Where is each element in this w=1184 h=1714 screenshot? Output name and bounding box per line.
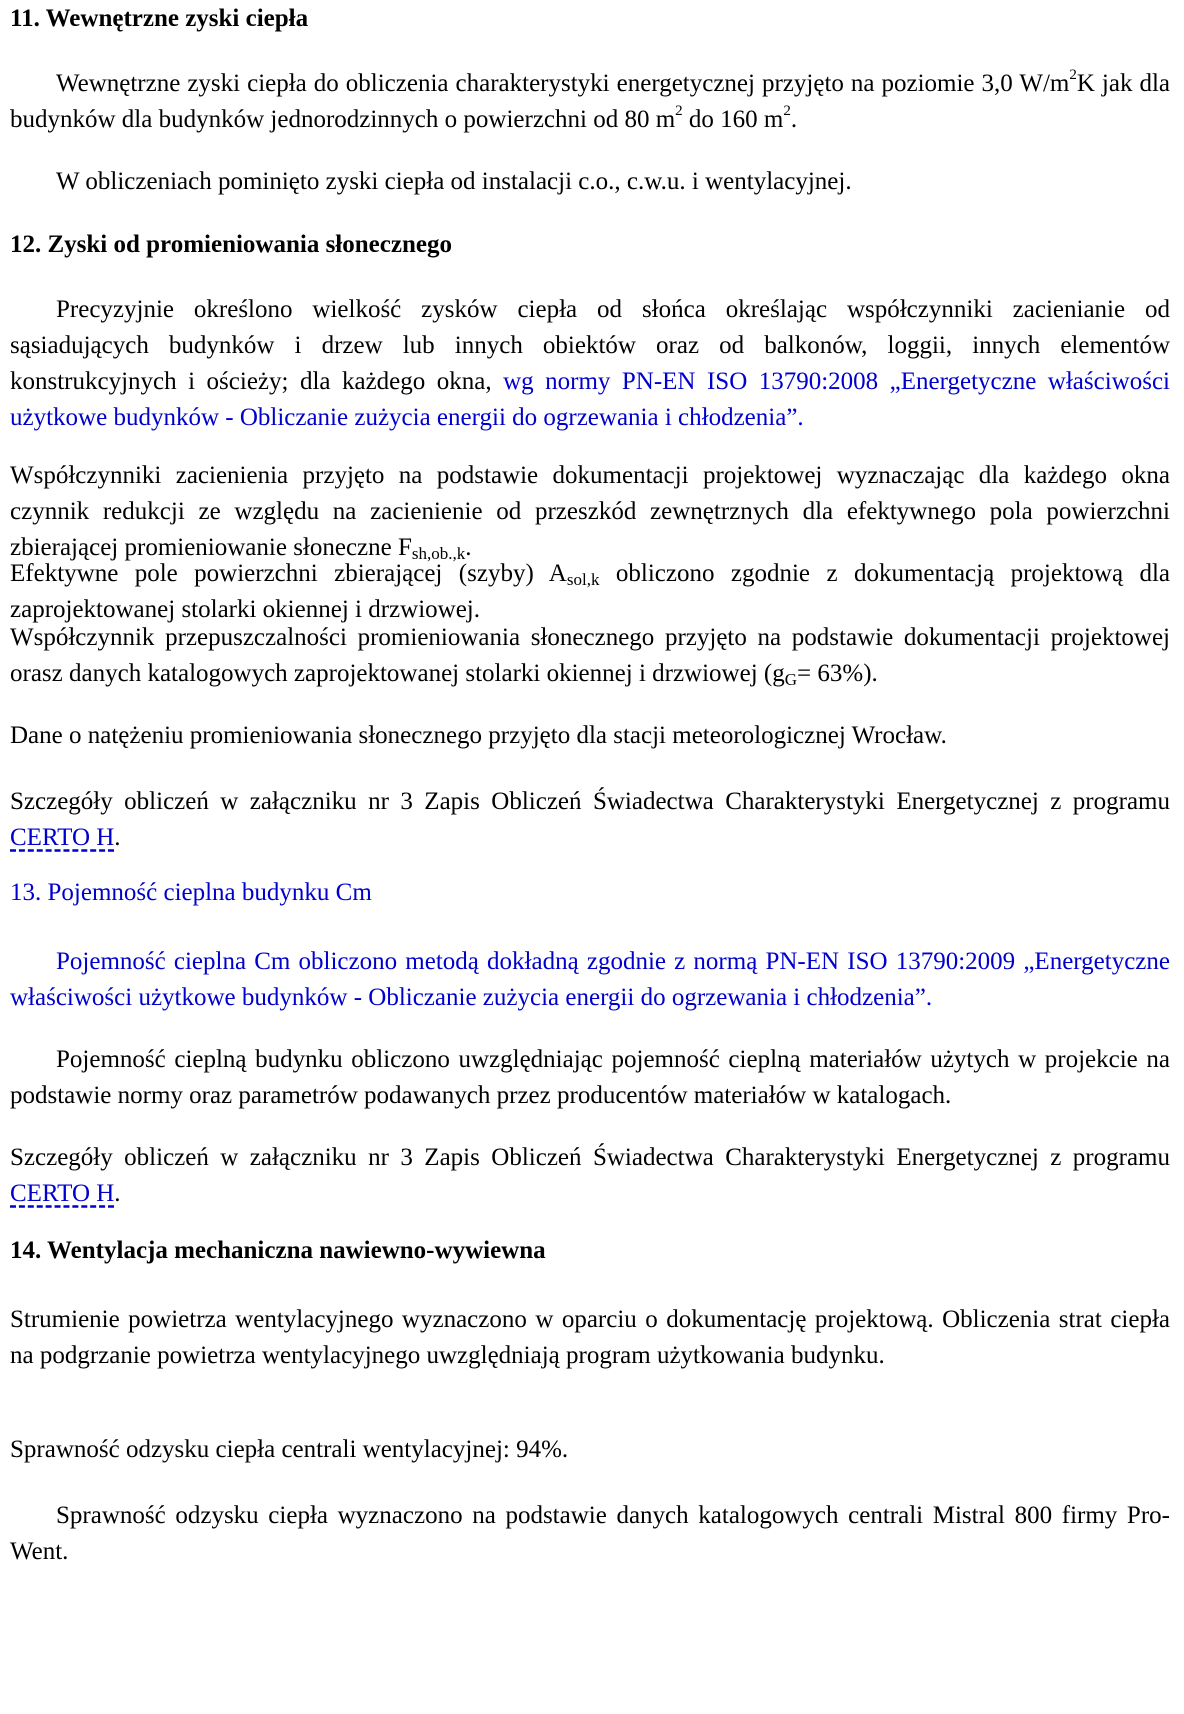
superscript: 2 [783,103,791,119]
section-12-paragraph-4 [10,620,1170,692]
section-12-title: 12. Zyski od promieniowania słonecznego [10,231,452,258]
text-run: Współczynniki zacienienia przyjęto na podstawie dokumentacji projektowej wyznaczając dla każdego okna czynnik redukcji ze względu na zacienienie od przeszkód zewnętrznych dla efektywnego pola powierzchni zbierającej promieniowanie słoneczne F [10,462,1170,561]
section-11-title: 11. Wewnętrzne zyski ciepła [10,5,309,32]
certo-h-link[interactable]: CERTO H [10,1180,115,1207]
text-run: do 160 m [682,106,784,133]
text-run: . [114,1180,121,1207]
section-12-paragraph-6 [10,784,1170,856]
section-14-paragraph-1: Strumienie powietrza wentylacyjnego wyznaczono w oparciu o dokumentację projektową. Obliczenia strat ciepła na podgrzanie powietrza wentylacyjnego uwzględniają program użytkowania budynku. [10,1306,1170,1369]
section-14-paragraph-2: Sprawność odzysku ciepła centrali wentylacyjnej: 94%. [10,1436,569,1463]
section-13-paragraph-3 [10,1140,1170,1212]
text-run: . [790,106,798,133]
text-run: . [465,534,472,561]
text-run: Szczegóły obliczeń w załączniku nr 3 Zapis Obliczeń Świadectwa Charakterystyki Energetycznej z programu [10,788,1170,815]
section-13-title: 13. Pojemność cieplna budynku Cm [10,879,372,906]
section-14-title: 14. Wentylacja mechaniczna nawiewno-wywiewna [10,1237,546,1264]
section-13-paragraph-1: Pojemność cieplna Cm obliczono metodą dokładną zgodnie z normą PN-EN ISO 13790:2009 „Energetyczne właściwości użytkowe budynków - Obliczanie zużycia energii do ogrzewania i chłodzenia”. [10,948,1170,1011]
section-12-paragraph-1 [10,292,1170,436]
text-run: Wewnętrzne zyski ciepła do obliczenia charakterystyki energetycznej przyjęto na poziomie 3,0 W/m [56,70,1070,97]
certo-h-link[interactable]: CERTO H [10,824,115,851]
section-11-paragraph-2: W obliczeniach pominięto zyski ciepła od instalacji c.o., c.w.u. i wentylacyjnej. [56,168,852,195]
text-run: K jak dla budynków dla budynków jednorodzinnych o powierzchni od 80 m [10,70,1170,133]
text-run: = 63%). [797,660,878,687]
standard-reference: wg normy PN-EN ISO 13790:2008 „Energetyczne właściwości użytkowe budynków - Obliczanie zużycia energii do ogrzewania i chłodzenia”. [10,368,1170,431]
section-12-paragraph-2 [10,458,1170,566]
section-13-paragraph-2: Pojemność cieplną budynku obliczono uwzględniając pojemność cieplną materiałów użytych w projekcie na podstawie normy oraz parametrów podawanych przez producentów materiałów w katalogach. [10,1046,1170,1109]
section-12-paragraph-5: Dane o natężeniu promieniowania słonecznego przyjęto dla stacji meteorologicznej Wrocław. [10,722,947,749]
section-12-paragraph-3 [10,556,1170,628]
subscript: G [784,670,798,689]
section-11-paragraph-1 [10,66,1170,138]
text-run: . [114,824,121,851]
subscript: sol,k [566,570,600,589]
text-run: Efektywne pole powierzchni zbierającej (szyby) A [10,560,567,587]
text-run: obliczono zgodnie z dokumentacją projektową dla zaprojektowanej stolarki okiennej i drzwiowej. [10,560,1171,623]
text-run: Szczegóły obliczeń w załączniku nr 3 Zapis Obliczeń Świadectwa Charakterystyki Energetycznej z programu [10,1144,1170,1171]
subscript: sh,ob.,k [411,544,466,563]
superscript: 2 [675,103,683,119]
text-run: Współczynnik przepuszczalności promieniowania słonecznego przyjęto na podstawie dokumentacji projektowej orasz danych katalogowych zaprojektowanej stolarki okiennej i drzwiowej (g [10,624,1170,687]
superscript: 2 [1069,67,1077,83]
section-14-paragraph-3: Sprawność odzysku ciepła wyznaczono na podstawie danych katalogowych centrali Mistral 800 firmy Pro-Went. [10,1502,1170,1565]
text-run: Precyzyjnie określono wielkość zysków ciepła od słońca określając współczynniki zacienianie od sąsiadujących budynków i drzew lub innych obiektów oraz od balkonów, loggii, innych elementów konstrukcyjnych i ościeży; dla każdego okna, [10,296,1170,395]
